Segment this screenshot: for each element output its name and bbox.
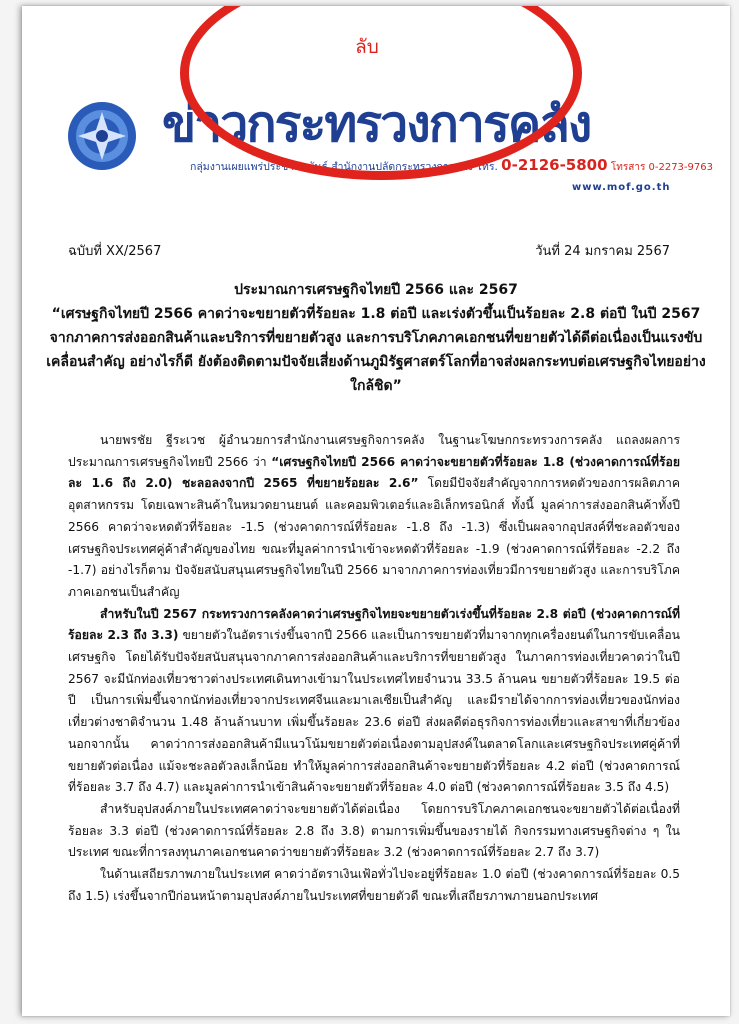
paragraph-2-detail: ขยายตัวในอัตราเร่งขึ้นจากปี 2566 และเป็นการขยายตัวที่มาจากทุกเครื่องยนต์ในการขับเคลื่อนเศรษฐกิจ โดยได้รับปัจจัยสนับสนุนจากภาคการส่งออกสินค้าและบริการที่ขยายตัวสูง ในภาคการท่องเที่ยวคาดว่าในปี 2567 จะมีนักท่องเที่ยวชาวต่างประเทศเดินทางเข้ามาในประเทศไทยจำนวน 33.5 ล้านคน ขยายตัวที่ร้อยละ 19.5 ต่อปี เป็นการเพิ่มขึ้นจากนักท่องเที่ยวจากประเทศจีนและมาเลเซียเป็นสำคัญ และมีรายได้จากการท่องเที่ยวของนักท่องเที่ยวต่างชาติจำนวน 1.48 ล้านล้านบาท เพิ่มขึ้นร้อยละ 23.6 ต่อปี ส่งผลดีต่อธุรกิจการท่องเที่ยวและสาขาที่เกี่ยวข้อง นอกจากนั้น คาดว่าการส่งออกสินค้ามีแนวโน้มขยายตัวต่อเนื่องตามอุปสงค์ในตลาดโลกและเศรษฐกิจประเทศคู่ค้าที่ขยายตัวต่อเนื่อง แม้จะชะลอตัวลงเล็กน้อย ทำให้มูลค่าการส่งออกสินค้าจะขยายตัวที่ร้อยละ 4.2 ต่อปี (ช่วงคาดการณ์ที่ร้อยละ 3.7 ถึง 4.7) และมูลค่าการนำเข้าสินค้าจะขยายตัวที่ร้อยละ 4.0 ต่อปี (ช่วงคาดการณ์ที่ร้อยละ 3.5 ถึง 4.5) (68, 628, 680, 795)
contact-phone: 0-2126-5800 (501, 156, 608, 174)
paragraph-1-detail: โดยมีปัจจัยสำคัญจากการหดตัวของการผลิตภาคอุตสาหกรรม โดยเฉพาะสินค้าในหมวดยานยนต์ และคอมพิวเตอร์และอิเล็กทรอนิกส์ ทั้งนี้ มูลค่าการส่งออกสินค้าทั้งปี 2566 คาดว่าจะหดตัวที่ร้อยละ -1.5 (ช่วงคาดการณ์ที่ร้อยละ -1.8 ถึง -1.3) ซึ่งเป็นผลจากอุปสงค์ที่ชะลอตัวของเศรษฐกิจประเทศคู่ค้าสำคัญของไทย ขณะที่มูลค่าการนำเข้าจะหดตัวที่ร้อยละ -1.9 (ช่วงคาดการณ์ที่ร้อยละ -2.2 ถึง -1.7) อย่างไรก็ตาม ปัจจัยสนับสนุนเศรษฐกิจไทยในปี 2566 มาจากภาคการท่องเที่ยวมีการขยายตัวสูง และการบริโภคภาคเอกชนเป็นสำคัญ (68, 476, 680, 599)
document-body (68, 430, 680, 907)
paragraph-1 (68, 430, 680, 604)
paragraph-4: ในด้านเสถียรภาพภายในประเทศ คาดว่าอัตราเงินเฟ้อทั่วไปจะอยู่ที่ร้อยละ 1.0 ต่อปี (ช่วงคาดการณ์ที่ร้อยละ 0.5 ถึง 1.5) เร่งขึ้นจากปีก่อนหน้าตามอุปสงค์ภายในประเทศที่ขยายตัวดี ขณะที่เสถียรภาพภายนอกประเทศ (68, 867, 680, 903)
headline: “เศรษฐกิจไทยปี 2566 คาดว่าจะขยายตัวที่ร้อยละ 1.8 ต่อปี และเร่งตัวขึ้นเป็นร้อยละ 2.8 ต่อปี ในปี 2567 จากภาคการส่งออกสินค้าและบริการที่ขยายตัวสูง และการบริโภคภาคเอกชนที่ขยายตัวได้ดีต่อเนื่องเป็นแรงขับเคลื่อนสำคัญ อย่างไรก็ดี ยังต้องติดตามปัจจัยเสี่ยงด้านภูมิรัฐศาสตร์โลกที่อาจส่งผลกระทบต่อเศรษฐกิจไทยอย่างใกล้ชิด” (46, 306, 706, 394)
paragraph-2 (68, 604, 680, 799)
contact-fax: โทรสาร 0-2273-9763 (610, 162, 713, 173)
secret-stamp-label: ลับ (355, 36, 379, 58)
ministry-emblem-icon (64, 98, 140, 174)
paragraph-1-highlight: “เศรษฐกิจไทยปี 2566 คาดว่าจะขยายตัวที่ร้อยละ 1.8 (ช่วงคาดการณ์ที่ร้อยละ 1.6 ถึง 2.0) ชะลอลงจากปี 2565 ที่ขยายร้อยละ 2.6” (68, 454, 680, 491)
contact-prefix: กลุ่มงานเผยแพร่ประชาสัมพันธ์ สำนักงานปลัดกระทรวงการคลัง โทร. (190, 161, 498, 173)
document-page (22, 6, 730, 1016)
issue-date: วันที่ 24 มกราคม 2567 (535, 244, 670, 259)
paragraph-2-highlight: สำหรับในปี 2567 กระทรวงการคลังคาดว่าเศรษฐกิจไทยจะขยายตัวเร่งขึ้นที่ร้อยละ 2.8 ต่อปี (ช่วงคาดการณ์ที่ร้อยละ 2.3 ถึง 3.3) (68, 606, 680, 643)
document-title (42, 278, 710, 398)
title-line: ประมาณการเศรษฐกิจไทยปี 2566 และ 2567 (234, 282, 518, 298)
website-link: www.mof.go.th (572, 182, 671, 193)
paragraph-3: สำหรับอุปสงค์ภายในประเทศคาดว่าจะขยายตัวได้ต่อเนื่อง โดยการบริโภคภาคเอกชนจะขยายตัวได้ต่อเนื่องที่ร้อยละ 3.3 ต่อปี (ช่วงคาดการณ์ที่ร้อยละ 2.8 ถึง 3.8) ตามการเพิ่มขึ้นของรายได้ กิจกรรมทางเศรษฐกิจต่าง ๆ ในประเทศ ขณะที่การลงทุนภาคเอกชนคาดว่าขยายตัวที่ร้อยละ 3.2 (ช่วงคาดการณ์ที่ร้อยละ 2.7 ถึง 3.7) (68, 801, 680, 860)
issue-number: ฉบับที่ XX/2567 (68, 244, 162, 259)
masthead-title: ข่าวกระทรวงการคลัง (162, 95, 591, 153)
paragraph-1-intro: นายพรชัย ฐีระเวช ผู้อำนวยการสำนักงานเศรษฐกิจการคลัง ในฐานะโฆษกกระทรวงการคลัง แถลงผลการประมาณการเศรษฐกิจไทยปี 2566 ว่า (68, 433, 680, 469)
